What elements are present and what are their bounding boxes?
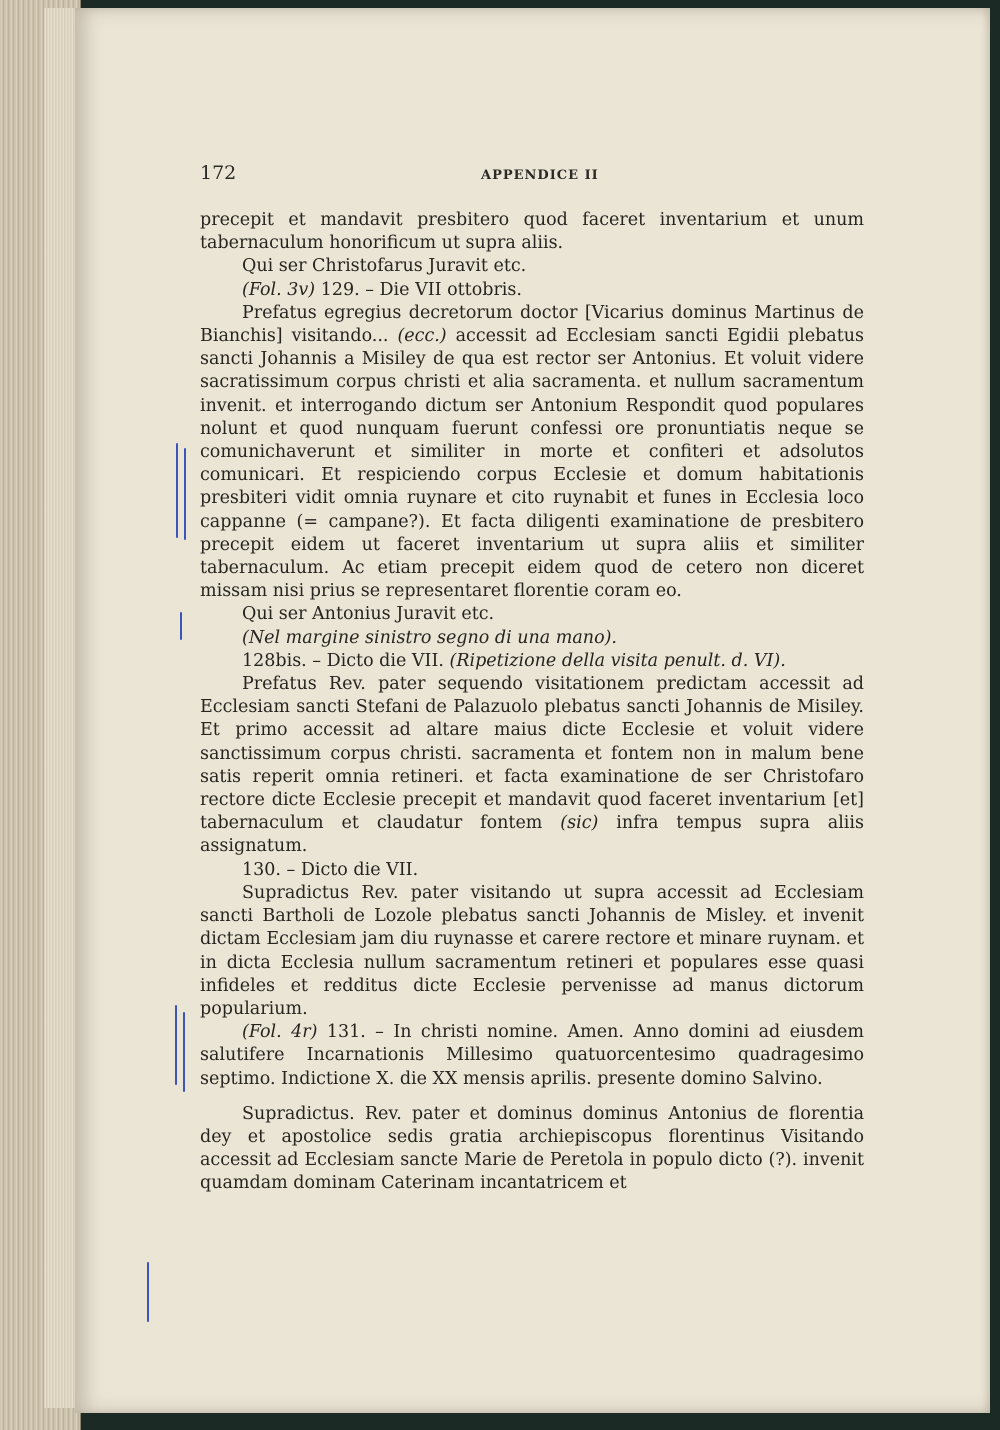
paragraph: Qui ser Christofarus Juravit etc. <box>242 256 527 277</box>
page-number: 172 <box>200 162 237 184</box>
margin-mark-4 <box>175 1005 177 1085</box>
margin-mark-6 <box>147 1262 149 1322</box>
margin-mark-2 <box>184 448 186 540</box>
editorial-note: (Nel margine sinistro segno di una mano). <box>242 627 617 648</box>
paragraph: Supradictus. Rev. pater et dominus dominus Antonius de florentia dey et apostolice sedis gratia archiepiscopus florentinus Visitando accessit ad Ecclesiam sancte Marie de Peretola in populo dicto (?). invenit quamdam dominam Caterinam incantatricem et <box>200 1103 864 1194</box>
body-text <box>200 209 864 1196</box>
paragraph: Qui ser Antonius Juravit etc. <box>242 604 495 625</box>
text-span: infra tempus supra aliis assignatum. <box>200 813 864 857</box>
paragraph <box>200 1021 864 1091</box>
text-span: (ecc.) <box>397 326 447 347</box>
margin-mark-3 <box>180 612 182 640</box>
margin-mark-1 <box>176 443 178 538</box>
entry-heading: 129. – Die VII ottobris. <box>315 279 522 300</box>
paragraph: Supradictus Rev. pater visitando ut supra accessit ad Ecclesiam sancti Bartholi de Lozole plebatus sancti Johannis de Misley. et invenit dictam Ecclesiam jam diu ruynasse et carere rectore et minare ruynam. et in dicta Ecclesia nullum sacramentum retineri et populares esse quasi infideles et redditus dicte Ecclesie pervenisse ad manus dictorum popularium. <box>200 882 864 1019</box>
margin-mark-5 <box>183 1012 185 1092</box>
entry-heading: 130. – Dicto die VII. <box>242 859 419 880</box>
text-span: Prefatus Rev. pater sequendo visitationem predictam accessit ad Ecclesiam sancti Stefani de Palazuolo plebatus sancti Johannis de Misiley. Et primo accessit ad altare maius dicte Ecclesie et voluit videre sanctissimum corpus christi. sacramenta et fontem non in malum bene satis reperit omnia retineri. et facta examinatione de ser Christofaro rectore dicte Ecclesie precepit et mandavit quod faceret inventarium [et] tabernaculum et claudatur fontem <box>200 674 864 834</box>
paragraph <box>200 650 864 673</box>
paragraph: precepit et mandavit presbitero quod faceret inventarium et unum tabernaculum honorificum ut supra aliis. <box>200 210 864 254</box>
text-span: accessit ad Ecclesiam sancti Egidii plebatus sancti Johannis a Misiley de qua est rector ser Antonius. Et voluit videre sacratissimum corpus christi et alia sacramenta. et nullum sacramentum invenit. et interrogando dictum ser Antonium Respondit quod populares nolunt et quod nunquam fuerunt confessi ore pronuntiatis neque se comunichaverunt et similiter in morte et confiteri et adsolutos comunicari. Et respiciendo corpus Ecclesie et domum habitationis presbiteri vidit omnia ruynare et cito ruynabit et funes in Ecclesia loco cappanne (= campane?). Et facta diligenti examinatione de presbitero precepit eidem ut faceret inventarium ut supra aliis et similiter tabernaculum. Ac etiam precepit eidem quod de cetero non diceret missam nisi prius se representaret florentie coram eo. <box>200 326 865 602</box>
running-head: APPENDICE II <box>481 168 599 183</box>
paragraph <box>200 673 864 859</box>
folio-reference: (Fol. 4r) <box>242 1022 318 1043</box>
page-leaves <box>44 8 76 1408</box>
text-span: Prefatus egregius decretorum doctor [Vicarius dominus Martinus de Bianchis] visitando... <box>200 302 864 347</box>
paragraph <box>200 302 864 604</box>
text-span: (sic) <box>560 813 599 834</box>
entry-heading: 128bis. – Dicto die VII. <box>242 650 450 671</box>
editorial-note: (Ripetizione della visita penult. d. VI). <box>449 650 786 671</box>
text-span: 131. – In christi nomine. Amen. Anno domini ad eiusdem salutifere Incarnationis Millesimo quatuorcentesimo quadragesimo septimo. Indictione X. die XX mensis aprilis. presente domino Salvino. <box>200 1022 864 1089</box>
folio-reference: (Fol. 3v) <box>242 279 316 300</box>
paragraph <box>200 279 864 302</box>
